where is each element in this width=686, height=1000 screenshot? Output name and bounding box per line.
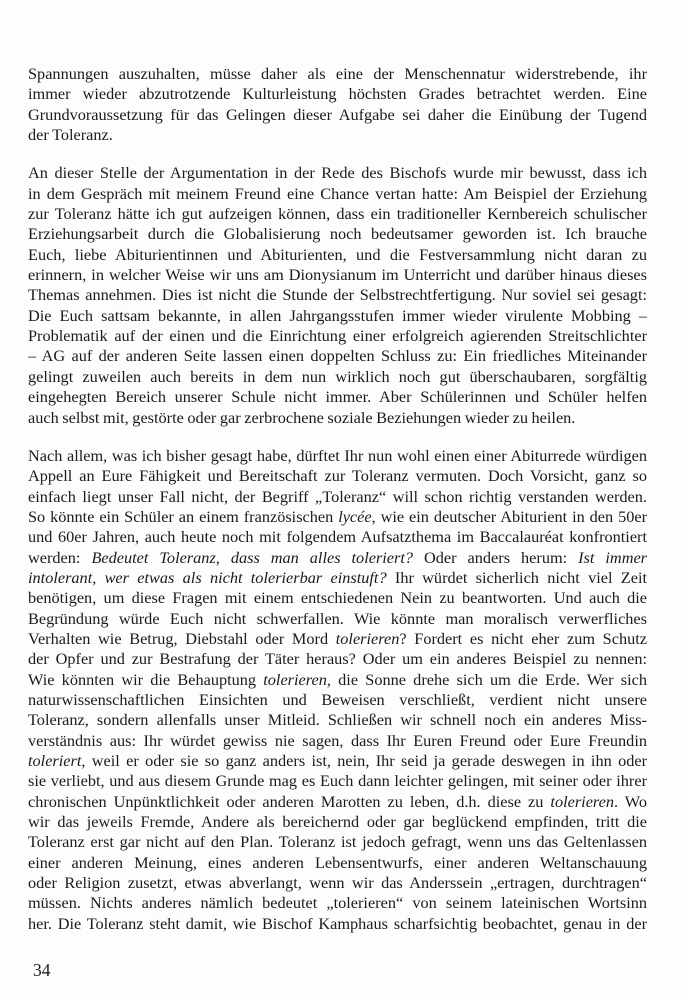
italic-text-run: toleriert [28, 751, 82, 770]
text-line [28, 125, 647, 145]
text-run: So könnte ein Schüler an einem französischen [28, 506, 339, 526]
text-run: Begründung würde Euch nicht schwerfallen. Wie könnte man moralisch verwerfliches [28, 608, 647, 628]
text-line [28, 224, 647, 244]
text-run: immer wieder abzutrotzende Kulturleistung höchsten Grades betrachtet werden. Eine [28, 84, 647, 104]
text-run: benötigen, um diese Fragen mit einem entschiedenen Nein zu beantworten. Und auch die [28, 588, 647, 608]
text-line [28, 466, 647, 486]
text-run: und 60er Jahren, auch heute noch mit folgendem Aufsatzthema im Baccalauréat konfrontiert [28, 527, 647, 547]
text-run: naturwissenschaftlichen Einsichten und Beweisen verschließt, verdient nicht unsere [28, 689, 647, 709]
text-line [28, 649, 647, 669]
text-run: verständnis aus: Ihr würdet gewiss nie sagen, dass Ihr Euren Freund oder Eure Freundin [28, 730, 647, 750]
text-line [28, 408, 647, 428]
text-line [28, 588, 647, 608]
text-line [28, 751, 647, 771]
paragraph [28, 446, 647, 934]
text-run: eingehegten Bereich unserer Schule nicht immer. Aber Schülerinnen und Schüler helfen [28, 387, 647, 407]
text-run: Wie könnten wir die Behauptung [28, 669, 264, 689]
text-run: chronischen Unpünktlichkeit oder anderen Marotten zu leben, d.h. diese zu [28, 791, 551, 811]
text-run: , die Sonne drehe sich um die Erde. Wer sich [326, 669, 647, 689]
italic-text-run: Ist immer [578, 547, 647, 567]
text-line [28, 64, 647, 84]
text-run: Verhalten wie Betrug, Diebstahl oder Mord [28, 628, 336, 648]
italic-text-run: tolerieren [550, 791, 615, 811]
page-text [28, 64, 647, 934]
text-line [28, 245, 647, 265]
text-run: wir das jeweils Fremde, Andere als bereichernd oder gar beglückend empfinden, tritt die [28, 812, 647, 832]
page-number: 34 [33, 960, 51, 980]
text-line [28, 84, 647, 104]
text-run: einer anderen Meinung, eines anderen Lebensentwurfs, einer anderen Weltanschauung [28, 852, 647, 872]
paragraph [28, 163, 647, 427]
text-line [28, 265, 647, 285]
text-run: Toleranz, sondern allenfalls unser Mitleid. Schließen wir schnell noch ein anderes Miss- [28, 710, 647, 730]
text-line [28, 873, 647, 893]
text-run: sie verliebt, und aus diesem Grunde mag es Euch dann leichter gelingen, mit seiner oder ihrer [28, 771, 647, 791]
text-run: oder Religion zusetzt, etwas abverlangt, wenn wir das Anderssein „ertragen, durchtragen“ [28, 873, 647, 893]
text-run: Toleranz erst gar nicht auf den Plan. Toleranz ist jedoch gefragt, wenn uns das Geltenlassen [28, 832, 647, 852]
text-line [28, 731, 647, 751]
text-run: Themas annehmen. Dies ist nicht die Stunde der Selbstrechtfertigung. Nur soviel sei gesagt: [28, 285, 647, 305]
italic-text-run: tolerieren [335, 628, 400, 648]
text-run: Nach allem, was ich bisher gesagt habe, dürftet Ihr nun wohl einen einer Abiturrede würdigen [28, 445, 647, 465]
text-run: Die Euch sattsam bekannte, in allen Jahrgangsstufen immer wieder virulente Mobbing – [28, 305, 647, 325]
text-line [28, 812, 647, 832]
text-run: , weil er oder sie so ganz anders ist, nein, Ihr seid ja gerade deswegen in ihn oder [81, 751, 647, 770]
text-run: . Wo [614, 791, 647, 811]
text-run: gelingt zuweilen auch bereits in dem nun wirklich noch gut überschaubaren, sorgfältig [28, 366, 647, 386]
text-line [28, 527, 647, 547]
paragraph [28, 64, 647, 145]
italic-text-run: lycée [338, 506, 372, 526]
text-line [28, 346, 647, 366]
text-line [28, 306, 647, 326]
text-line [28, 487, 647, 507]
text-line [28, 446, 647, 466]
text-line [28, 914, 647, 934]
text-run: , wie ein deutscher Abiturient in den 50er [371, 506, 647, 526]
text-run: her. Die Toleranz steht damit, wie Bischof Kamphaus scharfsichtig beobachtet, genau in der [28, 913, 647, 933]
text-run: auch selbst mit, gestörte oder gar zerbrochene soziale Beziehungen wieder zu heilen. [28, 407, 576, 427]
text-line [28, 609, 647, 629]
text-line [28, 771, 647, 791]
text-line [28, 105, 647, 125]
text-run: einfach liegt unser Fall nicht, der Begriff „Toleranz“ will schon richtig verstanden werden. [28, 486, 647, 506]
text-line [28, 629, 647, 649]
text-line [28, 792, 647, 812]
text-run: An dieser Stelle der Argumentation in der Rede des Bischofs wurde mir bewusst, dass ich [28, 163, 647, 183]
text-line [28, 710, 647, 730]
italic-text-run: Bedeutet Toleranz, dass man alles toleriert? [91, 547, 414, 567]
italic-text-run: intolerant, wer etwas als nicht tolerierbar einstuft? [28, 567, 387, 587]
text-run: Problematik auf der einen und die Einrichtung einer erfolgreich agierenden Streitschlichter [28, 326, 647, 346]
text-line [28, 204, 647, 224]
text-line [28, 326, 647, 346]
text-run: der Toleranz. [28, 125, 113, 145]
text-line [28, 893, 647, 913]
text-run: Grundvoraussetzung für das Gelingen dieser Aufgabe sei daher die Einübung der Tugend [28, 104, 647, 124]
text-run: erinnern, in welcher Weise wir uns am Dionysianum im Unterricht und darüber hinaus dieses [28, 265, 647, 285]
text-run: Spannungen auszuhalten, müsse daher als eine der Menschennatur widerstrebende, ihr [28, 64, 647, 83]
text-line [28, 832, 647, 852]
text-run: Appell an Eure Fähigkeit und Bereitschaft zur Toleranz vermuten. Doch Vorsicht, ganz so [28, 466, 647, 486]
text-line [28, 163, 647, 183]
text-line [28, 285, 647, 305]
text-line [28, 507, 647, 527]
text-run: ? Fordert es nicht eher zum Schutz [399, 628, 647, 648]
text-run: werden: [28, 547, 92, 567]
text-line [28, 548, 647, 568]
text-run: Euch, liebe Abiturientinnen und Abiturienten, und die Festversammlung nicht daran zu [28, 244, 647, 264]
text-run: Ihr würdet sicherlich nicht viel Zeit [386, 567, 647, 587]
italic-text-run: tolerieren [263, 669, 327, 689]
text-line [28, 853, 647, 873]
text-line [28, 670, 647, 690]
text-line [28, 568, 647, 588]
text-run: müssen. Nichts anderes nämlich bedeutet „tolerieren“ von seinem lateinischen Wortsinn [28, 893, 647, 913]
text-run: in dem Gespräch mit meinem Freund eine Chance vertan hatte: Am Beispiel der Erziehung [28, 183, 647, 203]
text-run: der Opfer und zur Bestrafung der Täter heraus? Oder um ein anderes Beispiel zu nennen: [28, 649, 647, 669]
text-line [28, 690, 647, 710]
text-line [28, 184, 647, 204]
text-run: – AG auf der anderen Seite lassen einen doppelten Schluss zu: Ein friedliches Miteinander [28, 346, 647, 366]
text-line [28, 387, 647, 407]
text-run: Oder anders herum: [413, 547, 579, 567]
text-line [28, 367, 647, 387]
text-run: zur Toleranz hätte ich gut aufzeigen können, dass ein traditioneller Kernbereich schulischer [28, 204, 647, 224]
text-run: Erziehungsarbeit durch die Globalisierung noch bedeutsamer geworden ist. Ich brauche [28, 224, 647, 244]
